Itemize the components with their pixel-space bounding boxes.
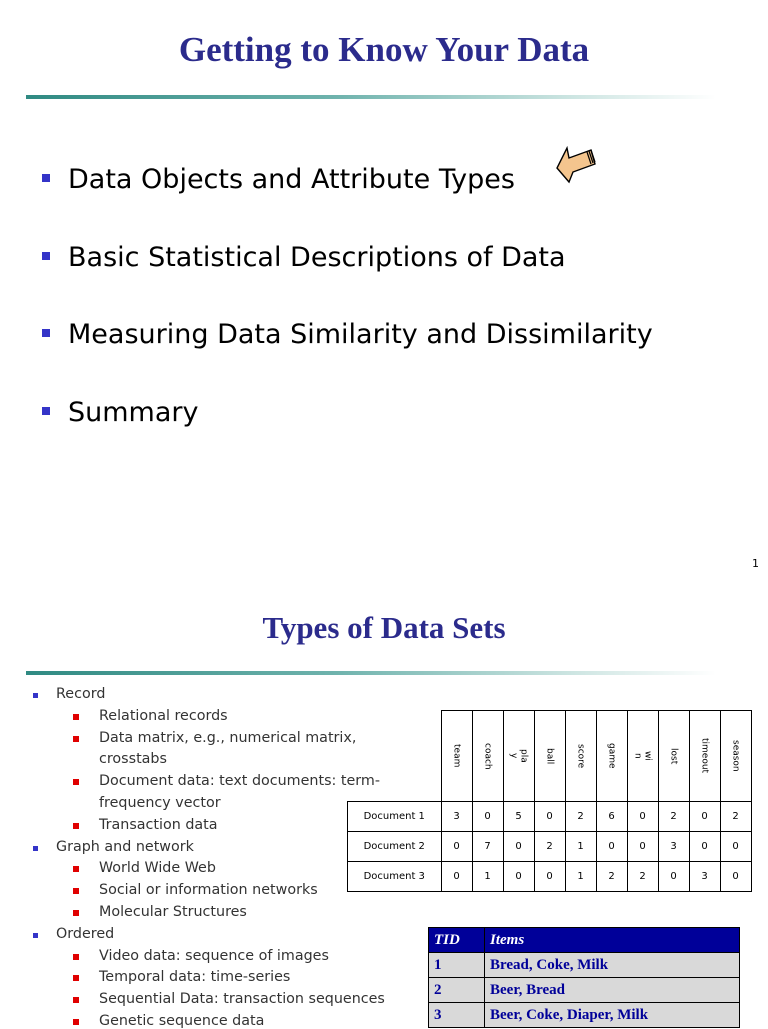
list-item: Video data: sequence of images [99, 947, 329, 964]
table-header-row [429, 928, 740, 953]
table-cell: 0 [720, 862, 751, 892]
bullet-icon [42, 252, 50, 260]
table-cell: 2 [596, 862, 627, 892]
table-cell: 0 [627, 802, 658, 832]
column-header-label: ball [544, 747, 555, 765]
table-row [348, 832, 752, 862]
table-cell: 0 [689, 802, 720, 832]
column-header-label: season [730, 740, 741, 772]
table-cell: Bread, Coke, Milk [485, 953, 740, 978]
bullet-text: Summary [68, 396, 199, 428]
table-row [429, 978, 740, 1003]
table-cell: Beer, Coke, Diaper, Milk [485, 1003, 740, 1028]
column-header: TID [429, 928, 485, 953]
list-item: Molecular Structures [99, 904, 247, 920]
table-cell: 3 [658, 832, 689, 862]
table-corner [348, 711, 442, 802]
table-cell: Beer, Bread [485, 978, 740, 1003]
row-label: Document 1 [348, 802, 442, 832]
table-cell: 5 [503, 802, 534, 832]
table-cell: 0 [441, 862, 472, 892]
table-cell: 0 [689, 832, 720, 862]
table-cell: 2 [720, 802, 751, 832]
table-cell: 0 [658, 862, 689, 892]
table-cell: 1 [565, 832, 596, 862]
column-header [472, 711, 503, 802]
list-item: Relational records [99, 707, 228, 724]
bullet-icon [42, 407, 50, 415]
table-cell: 3 [429, 1003, 485, 1028]
list-item: Transaction data [99, 816, 218, 833]
slide2-title: Types of Data Sets [262, 610, 506, 645]
column-header-label: wi n [632, 751, 653, 761]
table-cell: 0 [441, 832, 472, 862]
sub-bullet-icon [73, 714, 79, 720]
column-header [503, 711, 534, 802]
table-cell: 0 [596, 832, 627, 862]
table-cell: 3 [689, 862, 720, 892]
column-header [689, 711, 720, 802]
transaction-table [428, 927, 740, 1028]
column-header [720, 711, 751, 802]
sub-bullet-icon [73, 997, 79, 1003]
table-row [429, 953, 740, 978]
slide1-title: Getting to Know Your Data [178, 30, 590, 69]
sub-bullet-icon [73, 736, 79, 742]
table-cell: 2 [429, 978, 485, 1003]
column-header [534, 711, 565, 802]
column-header-label: score [575, 743, 586, 769]
table-cell: 0 [503, 832, 534, 862]
column-header [596, 711, 627, 802]
row-label: Document 2 [348, 832, 442, 862]
column-header-label: team [451, 744, 462, 768]
list-item: World Wide Web [99, 860, 216, 877]
list-item: Social or information networks [99, 882, 318, 899]
list-item: Record [56, 686, 106, 702]
list-item: Temporal data: time-series [99, 969, 291, 986]
column-header [627, 711, 658, 802]
bullet-icon [42, 174, 50, 182]
sub-bullet-icon [73, 823, 79, 829]
column-header-label: timeout [699, 738, 710, 774]
column-header [441, 711, 472, 802]
table-cell: 0 [534, 862, 565, 892]
pointing-hand-icon [553, 142, 601, 186]
table-cell: 1 [429, 953, 485, 978]
table-cell: 2 [627, 862, 658, 892]
column-header: Items [485, 928, 740, 953]
sub-bullet-icon [73, 888, 79, 894]
bullet-icon [33, 693, 38, 698]
sub-bullet-icon [73, 975, 79, 981]
list-item: Document data: text documents: term- [99, 773, 380, 790]
sub-bullet-icon [73, 910, 79, 916]
list-item: frequency vector [99, 795, 221, 811]
sub-bullet-icon [73, 1019, 79, 1025]
list-item: Data matrix, e.g., numerical matrix, [99, 729, 357, 746]
sub-bullet-icon [73, 779, 79, 785]
table-cell: 0 [472, 802, 503, 832]
table-row [348, 862, 752, 892]
table-cell: 2 [658, 802, 689, 832]
table-cell: 2 [565, 802, 596, 832]
column-header-label: pla y [508, 749, 529, 763]
bullet-text: Data Objects and Attribute Types [68, 164, 515, 195]
table-cell: 0 [627, 832, 658, 862]
sub-bullet-icon [73, 954, 79, 960]
bullet-icon [42, 329, 50, 337]
list-item: Genetic sequence data [99, 1013, 265, 1029]
table-cell: 0 [503, 862, 534, 892]
sub-bullet-icon [73, 866, 79, 872]
table-cell: 1 [565, 862, 596, 892]
column-header-label: coach [482, 742, 493, 770]
bullet-text: Basic Statistical Descriptions of Data [68, 241, 566, 273]
list-item: Ordered [56, 925, 115, 942]
column-header [565, 711, 596, 802]
table-cell: 7 [472, 832, 503, 862]
column-header-label: game [606, 743, 617, 769]
table-cell: 1 [472, 862, 503, 892]
row-label: Document 3 [348, 862, 442, 892]
column-header-label: lost [668, 747, 679, 765]
list-item: crosstabs [99, 751, 167, 768]
slide2-title-rule [26, 671, 716, 675]
table-cell: 6 [596, 802, 627, 832]
table-cell: 3 [441, 802, 472, 832]
table-header-row [348, 711, 752, 802]
bullet-text: Measuring Data Similarity and Dissimilarity [68, 319, 653, 350]
document-term-table [347, 710, 752, 892]
list-item: Sequential Data: transaction sequences [99, 991, 385, 1008]
column-header [658, 711, 689, 802]
table-cell: 2 [534, 832, 565, 862]
table-cell: 0 [720, 832, 751, 862]
bullet-icon [33, 933, 38, 938]
page-number: 1 [752, 557, 759, 570]
table-cell: 0 [534, 802, 565, 832]
list-item: Graph and network [56, 838, 194, 855]
table-row [348, 802, 752, 832]
bullet-icon [33, 846, 38, 851]
slide1-title-rule [26, 95, 716, 99]
